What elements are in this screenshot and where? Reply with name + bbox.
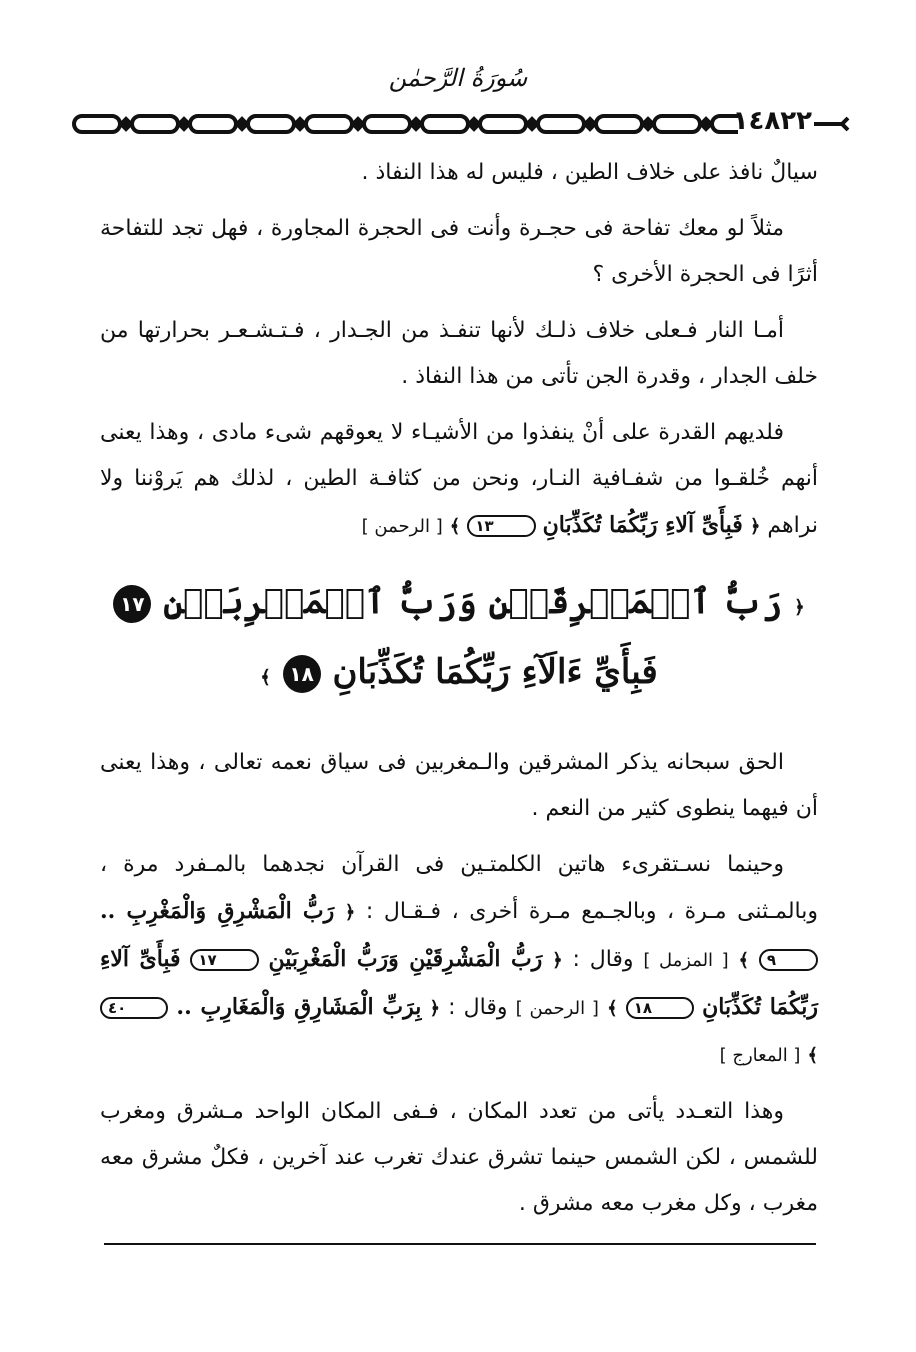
commentary-body (100, 150, 818, 1237)
chain-diamond (353, 119, 363, 129)
paragraph-text: وحينما نسـتقرىء هاتين الكلمتـين فى القرآن نجدهما بالمـفرد مرة ، وبالمـثنى مـرة ، وبالجـمع مـرة أخرى ، فـقـال : (100, 852, 819, 924)
chain-diamond (701, 119, 711, 129)
verse-close-bracket: ﴾ (807, 1045, 818, 1066)
ayah-number: ٩ (759, 949, 818, 971)
chain-diamond (179, 119, 189, 129)
verse-open-bracket: ﴿ (429, 998, 441, 1019)
verse-close-bracket: ﴾ (607, 998, 618, 1019)
paragraph: سيالٌ نافذ على خلاف الطين ، فليس له هذا النفاذ . (361, 160, 818, 185)
quran-verse-line (100, 570, 818, 640)
inline-verse: فَبِأَىِّ آلاءِ رَبِّكُمَا تُكَذِّبَانِ (100, 946, 819, 1020)
surah-title: سُورَةُ الرَّحمٰن (388, 64, 528, 92)
verse-open-bracket: ﴿ (344, 902, 356, 923)
verse-open-bracket: ﴿ (552, 950, 563, 971)
paragraph: أمـا النار فـعلى خلاف ذلـك لأنها تنفـذ من الجـدار ، فـتـشـعـر بحرارتها من خلف الجدار ، وقدرة الجن تأتى من هذا النفاذ . (100, 318, 818, 389)
chain-diamond (121, 119, 131, 129)
inline-verse: بِرَبِّ الْمَشَارِقِ وَالْمَغَارِبِ .. (176, 994, 422, 1020)
chain-diamond (469, 119, 479, 129)
page-number: ١٤٨٢٢ (738, 103, 812, 139)
chain-link (596, 116, 642, 132)
paragraph (100, 410, 818, 550)
chain-diamond (585, 119, 595, 129)
ayah-number: ١٧ (190, 949, 258, 971)
chain-link (480, 116, 526, 132)
paragraph: مثلاً لو معك تفاحة فى حجـرة وأنت فى الحجرة المجاورة ، فهل تجد للتفاحة أثرًا فى الحجرة الأخرى ؟ (100, 216, 818, 287)
surah-reference: [ المزمل ] (643, 950, 729, 971)
chain-link (248, 116, 294, 132)
paragraph-text: فلديهم القدرة على أنْ ينفذوا من الأشيـاء لا يعوقهم شىء مادى ، وهذا يعنى أنهم خُلقـوا من شفـافية النـار، ونحن من كثافـة الطين ، لذلك هم يَروْننا ولا نراهم (100, 420, 818, 538)
chain-link (190, 116, 236, 132)
ayah-number-disc: ١٧ (113, 585, 151, 623)
paragraph: الحق سبحانه يذكر المشرقين والـمغربين فى سياق نعمه تعالى ، وهذا يعنى أن فيهما ينطوى كثير من النعم . (100, 750, 818, 821)
verse-open-bracket: ﴿ (749, 516, 761, 537)
chain-link (654, 116, 700, 132)
ayah-number-disc: ١٨ (283, 655, 321, 693)
verse-close-bracket: ﴾ (449, 516, 461, 537)
quran-verse-block (100, 570, 818, 710)
inline-verse: رَبُّ الْمَشْرِقَيْنِ وَرَبُّ الْمَغْرِبَيْنِ (268, 946, 543, 972)
connector-text: وقال : (448, 995, 508, 1020)
chain-link (422, 116, 468, 132)
inline-verse: رَبُّ الْمَشْرِقِ وَالْمَغْرِبِ .. (100, 898, 335, 924)
verse-close-bracket: ﴾ (738, 950, 750, 971)
chain-diamond (527, 119, 537, 129)
verse-close-ornament: ﴾ (260, 667, 271, 688)
verse-text: رَبُّ ٱلۡمَشۡرِقَيۡنِ وَرَبُّ ٱلۡمَغۡرِبَيۡنِ (163, 582, 783, 622)
chain-diamond (295, 119, 305, 129)
verse-open-ornament: ﴿ (794, 597, 805, 618)
surah-reference: [ الرحمن ] (515, 998, 599, 1019)
connector-text: وقال : (572, 947, 634, 972)
chain-diamond (643, 119, 653, 129)
inline-verse: فَبِأَىِّ آلاءِ رَبِّكُمَا تُكَذِّبَانِ (542, 512, 743, 538)
chain-diamond (237, 119, 247, 129)
paragraph: وهذا التعـدد يأتى من تعدد المكان ، فـفى المكان الواحد مـشرق ومغرب للشمس ، لكن الشمس حينما تشرق عندك تغرب عند آخرين ، فكلٌ مشرق معه مغرب ، وكل مغرب معه مشرق . (100, 1099, 818, 1216)
chain-link (132, 116, 178, 132)
chain-link (364, 116, 410, 132)
chain-end (814, 118, 848, 130)
verse-text: فَبِأَيِّ ءَالَآءِ رَبِّكُمَا تُكَذِّبَانِ (332, 652, 658, 692)
ayah-number: ١٣ (467, 515, 535, 537)
chain-link (74, 116, 120, 132)
surah-reference: [ المعارج ] (719, 1045, 801, 1066)
chain-link (306, 116, 352, 132)
footer-rule (104, 1243, 816, 1245)
ayah-number: ١٨ (626, 997, 694, 1019)
paragraph (100, 842, 818, 1079)
chain-diamond (411, 119, 421, 129)
ayah-number: ٤٠ (100, 997, 168, 1019)
chain-link (538, 116, 584, 132)
surah-reference: [ الرحمن ] (361, 516, 443, 537)
quran-verse-line (100, 640, 818, 710)
